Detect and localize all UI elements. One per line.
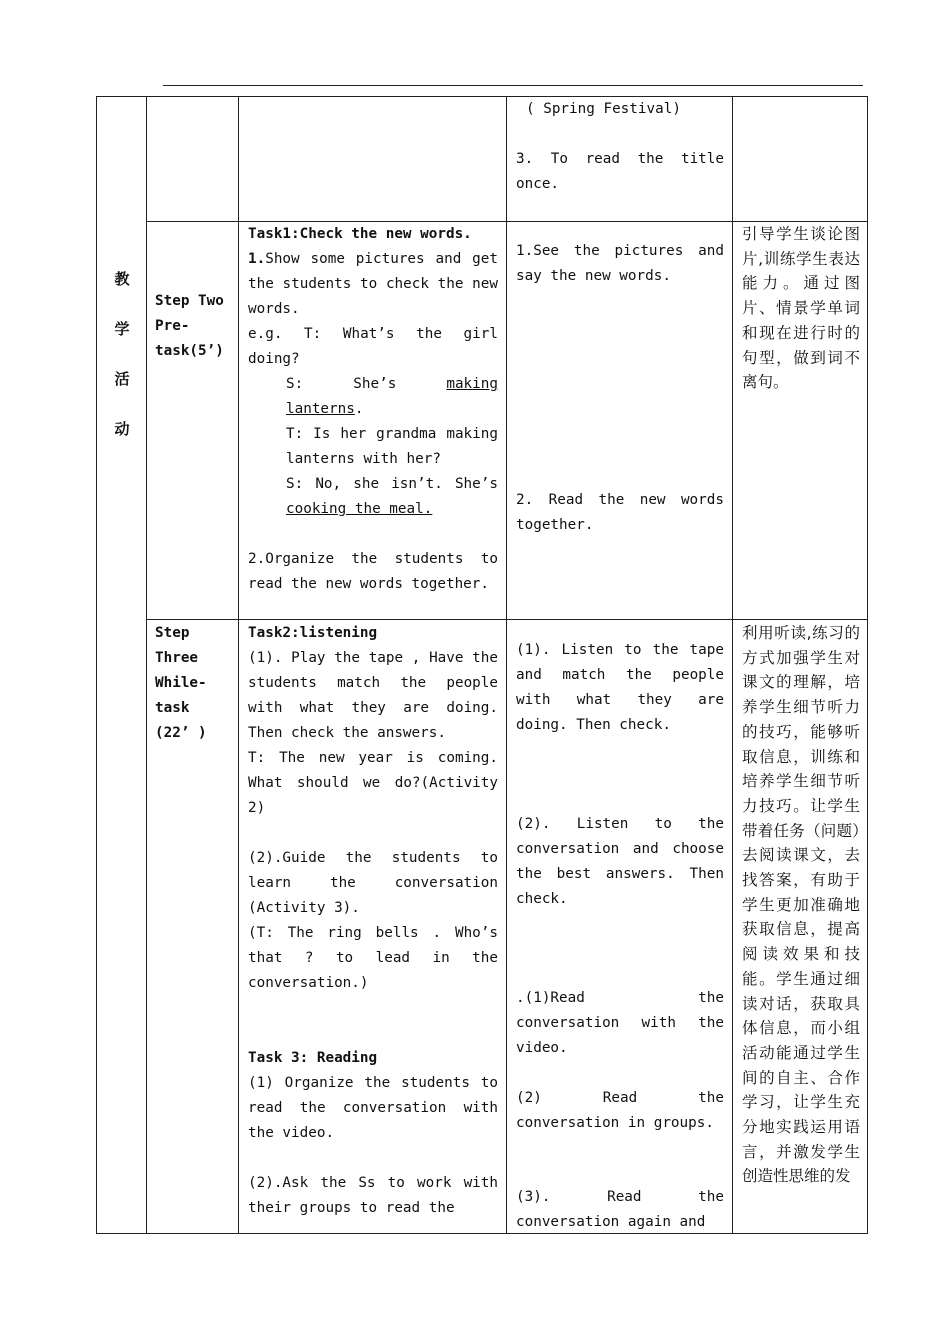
- task2-heading: Task2:listening: [248, 625, 378, 641]
- row2-student-activity-1: 1.See the pictures and say the new words.: [516, 243, 724, 284]
- header-rule: [163, 85, 863, 86]
- row2-student-activity-2: 2. Read the new words together.: [516, 492, 724, 533]
- row2-teacher-activity: Task1:Check the new words. 1.Show some pictures and get the students to check the new words. e.g. T: What’s the girl doing? S: She’s making lanterns. T: Is her grandma making lanterns with her? S: No, she isn’t. She’s cooking the meal. 2.Organize the students to read the new words together.: [248, 222, 498, 597]
- answer-cooking-the-meal: cooking the meal.: [286, 501, 433, 517]
- section-label-teaching-activities: 教 学 活 动: [114, 270, 130, 438]
- answer-making-lanterns: making lanterns: [286, 376, 498, 417]
- lesson-plan-table: [96, 96, 868, 1234]
- row3-purpose: 利用听读,练习的方式加强学生对课文的理解，培养学生细节听力的技巧，能够听取信息，训练和培养学生细节听力技巧。让学生带着任务（问题）去阅读课文，去找答案，有助于学生更加准确地获取信息，提高阅读效果和技能。学生通过细读对话，获取具体信息，而小组活动能通过学生间的自主、合作学习，让学生充分地实践运用语言，并激发学生创造性思维的发: [742, 624, 860, 1186]
- row2-purpose: 引导学生谈论图片,训练学生表达能力。通过图片、情景学单词和现在进行时的句型，做到词不离句。: [742, 225, 860, 392]
- row1-student-activity: ( Spring Festival) 3. To read the title once.: [516, 101, 724, 192]
- column-divider: [506, 97, 507, 1233]
- column-divider: [238, 97, 239, 1233]
- row-divider: [146, 619, 867, 620]
- row3-step-label: Step Three While- task (22’ ): [155, 625, 207, 741]
- task1-heading: Task1:Check the new words.: [248, 226, 472, 242]
- row3-student-activity-2: (2). Listen to the conversation and choose the best answers. Then check.: [516, 816, 724, 907]
- row3-student-activity-5: (3). Read the conversation again and: [516, 1189, 724, 1230]
- row3-student-activity-4: (2) Read the conversation in groups.: [516, 1090, 724, 1131]
- row3-teacher-activity: Task2:listening (1). Play the tape , Have the students match the people with what they are doing. Then check the answers. T: The new year is coming. What should we do?(Activity 2) (2).Guide the students to learn the conversation (Activity 3). (T: The ring bells . Who’s that ? to lead in the conversation.) Task 3: Reading (1) Organize the students to read the conversation with the video. (2).Ask the Ss to work with their groups to read the: [248, 621, 498, 1221]
- column-divider: [732, 97, 733, 1233]
- row3-student-activity-1: (1). Listen to the tape and match the people with what they are doing. Then check.: [516, 642, 724, 733]
- row2-step-label: Step Two Pre-task(5’): [155, 293, 224, 359]
- row3-student-activity-3: .(1)Read the conversation with the video.: [516, 990, 724, 1056]
- task3-heading: Task 3: Reading: [248, 1050, 378, 1066]
